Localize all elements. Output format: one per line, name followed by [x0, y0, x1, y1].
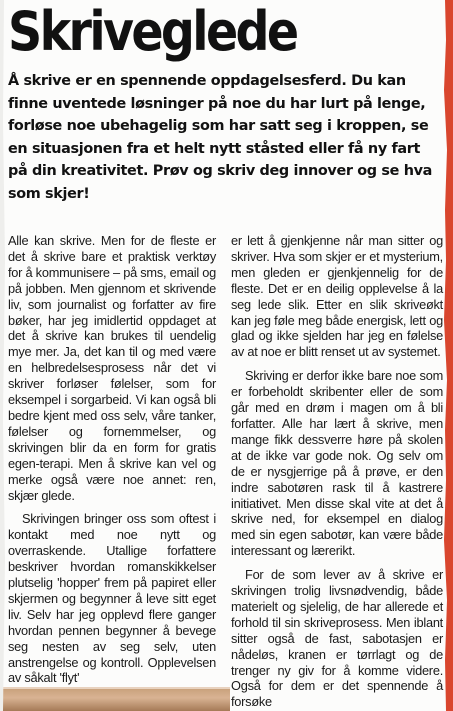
right-paragraph-1: er lett å gjenkjenne når man sitter og skriver. Hva som skjer er et mysterium, men gleden er gjenkjennelig for de fleste. Det er en deilig opplevelse å la seg lede slik. Etter en slik skriveøkt kan jeg føle meg både energisk, lett og glad og ikke sjelden har jeg en følelse av at noe er blitt renset ut av systemet.: [231, 233, 443, 360]
paragraph-gap: [8, 503, 216, 511]
paragraph-gap: [231, 559, 443, 567]
left-paragraph-1: Alle kan skrive. Men for de fleste er det å skrive bare et praktisk verktøy for å kommunisere – på sms, email og på jobben. Men gjennom et skrivende liv, som journalist og forfatter av fire bøker, har jeg imidlertid oppdaget at det å skrive kan brukes til uendelig mye mer. Ja, det kan til og med være en helbredelsesprosess når det vi skriver forløser følelser, som for eksempel i sorgarbeid. Vi kan også bli bedre kjent med oss selv, våre tanker, følelser og fornemmelser, og skrivingen blir da en form for gratis egen-terapi. Men å skrive kan vel og merke også være noe annet: ren, skjær glede.: [8, 233, 216, 503]
article-column-left: [8, 233, 216, 686]
article-title: Skriveglede: [8, 0, 297, 63]
right-paragraph-3: For de som lever av å skrive er skrivingen trolig livsnødvendig, både materielt og sjelelig, de har allerede et forhold til sin skriveprosess. Men iblant sitter også de fast, sabotasjen er nådeløs, kranen er tørrlagt og de trenger ny giv for å komme videre. Også for dem er det spennende å forsøke: [231, 567, 443, 710]
article-lead: Å skrive er en spennende oppdagelsesferd. Du kan finne uventede løsninger på noe du har lurt på lenge, forløse noe ubehagelig som har satt seg i kroppen, se en situasjonen fra et helt nytt ståsted eller få ny fart på din kreativitet. Prøv og skriv deg innover og se hva som skjer!: [8, 73, 432, 202]
article-column-right: [231, 233, 443, 710]
paragraph-gap: [231, 360, 443, 368]
right-paragraph-2: Skriving er derfor ikke bare noe som er forbeholdt skribenter eller de som går med en drøm i magen om å bli forfatter. Alle har lært å skrive, men mange fikk dessverre høre på skolen at de ikke var gode nok. Og selv om de er nysgjerrige på å prøve, er den indre sabotøren rask til å kastrere initiativet. Men disse skal vite at det å skrive ned, for eksempel en dialog med sin egen sabotør, kan være både interessant og lærerikt.: [231, 368, 443, 559]
left-paragraph-2: Skrivingen bringer oss som oftest i kontakt med noe nytt og overraskende. Utallige forfattere beskriver hvordan romanskikkelser plutselig 'hopper' frem på papiret eller skjermen og begynner å leve sitt eget liv. Selv har jeg opplevd flere ganger hvordan pennen begynner å bevege seg nesten av seg selv, uten anstrengelse og kontroll. Opplevelsen av såkalt 'flyt': [8, 511, 216, 686]
photo-strip: [0, 689, 230, 711]
